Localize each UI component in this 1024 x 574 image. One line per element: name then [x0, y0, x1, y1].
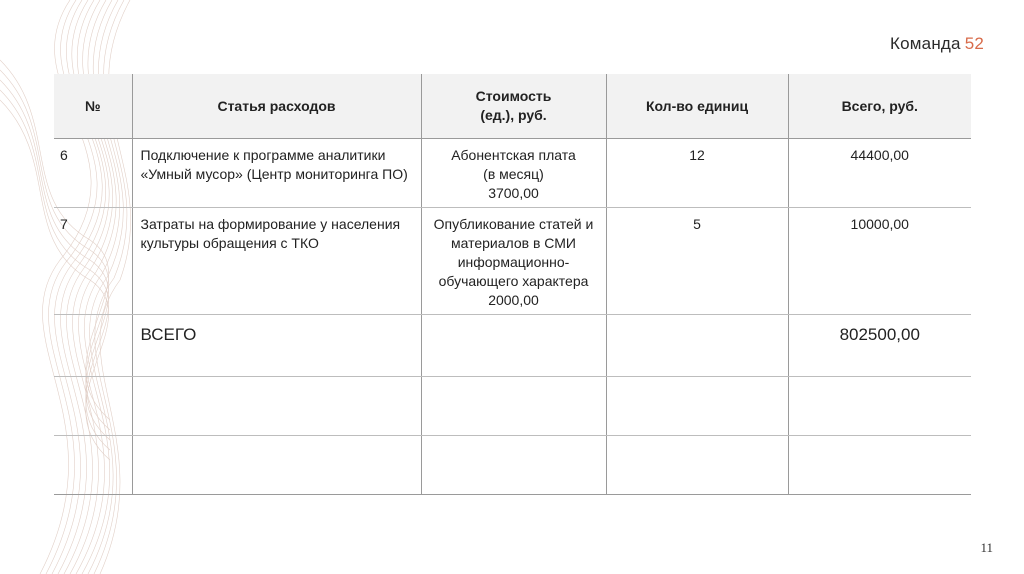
- grand-total: 802500,00: [788, 315, 971, 377]
- empty-cell: [421, 436, 606, 495]
- row-item: Подключение к программе аналитики «Умный мусор» (Центр мониторинга ПО): [132, 139, 421, 208]
- table-header-row: [54, 74, 971, 139]
- empty-cell: [421, 315, 606, 377]
- empty-cell: [606, 315, 788, 377]
- row-total: 10000,00: [788, 208, 971, 315]
- empty-cell: [54, 377, 132, 436]
- column-header-total: Всего, руб.: [788, 74, 971, 139]
- column-header-unit-cost: Стоимость (ед.), руб.: [421, 74, 606, 139]
- row-item: Затраты на формирование у населения культуры обращения с ТКО: [132, 208, 421, 315]
- brand-logo: [890, 34, 984, 54]
- cost-table: [54, 74, 971, 495]
- table-row-empty: [54, 436, 971, 495]
- empty-cell: [606, 377, 788, 436]
- table-row: [54, 139, 971, 208]
- page-number: 11: [980, 540, 993, 555]
- row-unit-cost: Опубликование статей и материалов в СМИ информационно-обучающего характера 2000,00: [421, 208, 606, 315]
- brand-name: Команда: [890, 34, 961, 53]
- row-quantity: 12: [606, 139, 788, 208]
- brand-number: 52: [964, 34, 984, 53]
- empty-cell: [421, 377, 606, 436]
- row-number: 6: [54, 139, 132, 208]
- empty-cell: [788, 436, 971, 495]
- column-header-item: Статья расходов: [132, 74, 421, 139]
- row-total: 44400,00: [788, 139, 971, 208]
- empty-cell: [54, 315, 132, 377]
- empty-cell: [132, 436, 421, 495]
- row-number: 7: [54, 208, 132, 315]
- column-header-number: №: [54, 74, 132, 139]
- column-header-quantity: Кол-во единиц: [606, 74, 788, 139]
- empty-cell: [132, 377, 421, 436]
- empty-cell: [788, 377, 971, 436]
- table-row-total: [54, 315, 971, 377]
- row-unit-cost: Абонентская плата (в месяц) 3700,00: [421, 139, 606, 208]
- empty-cell: [606, 436, 788, 495]
- row-quantity: 5: [606, 208, 788, 315]
- table-row: [54, 208, 971, 315]
- table-row-empty: [54, 377, 971, 436]
- empty-cell: [54, 436, 132, 495]
- total-label: ВСЕГО: [132, 315, 421, 377]
